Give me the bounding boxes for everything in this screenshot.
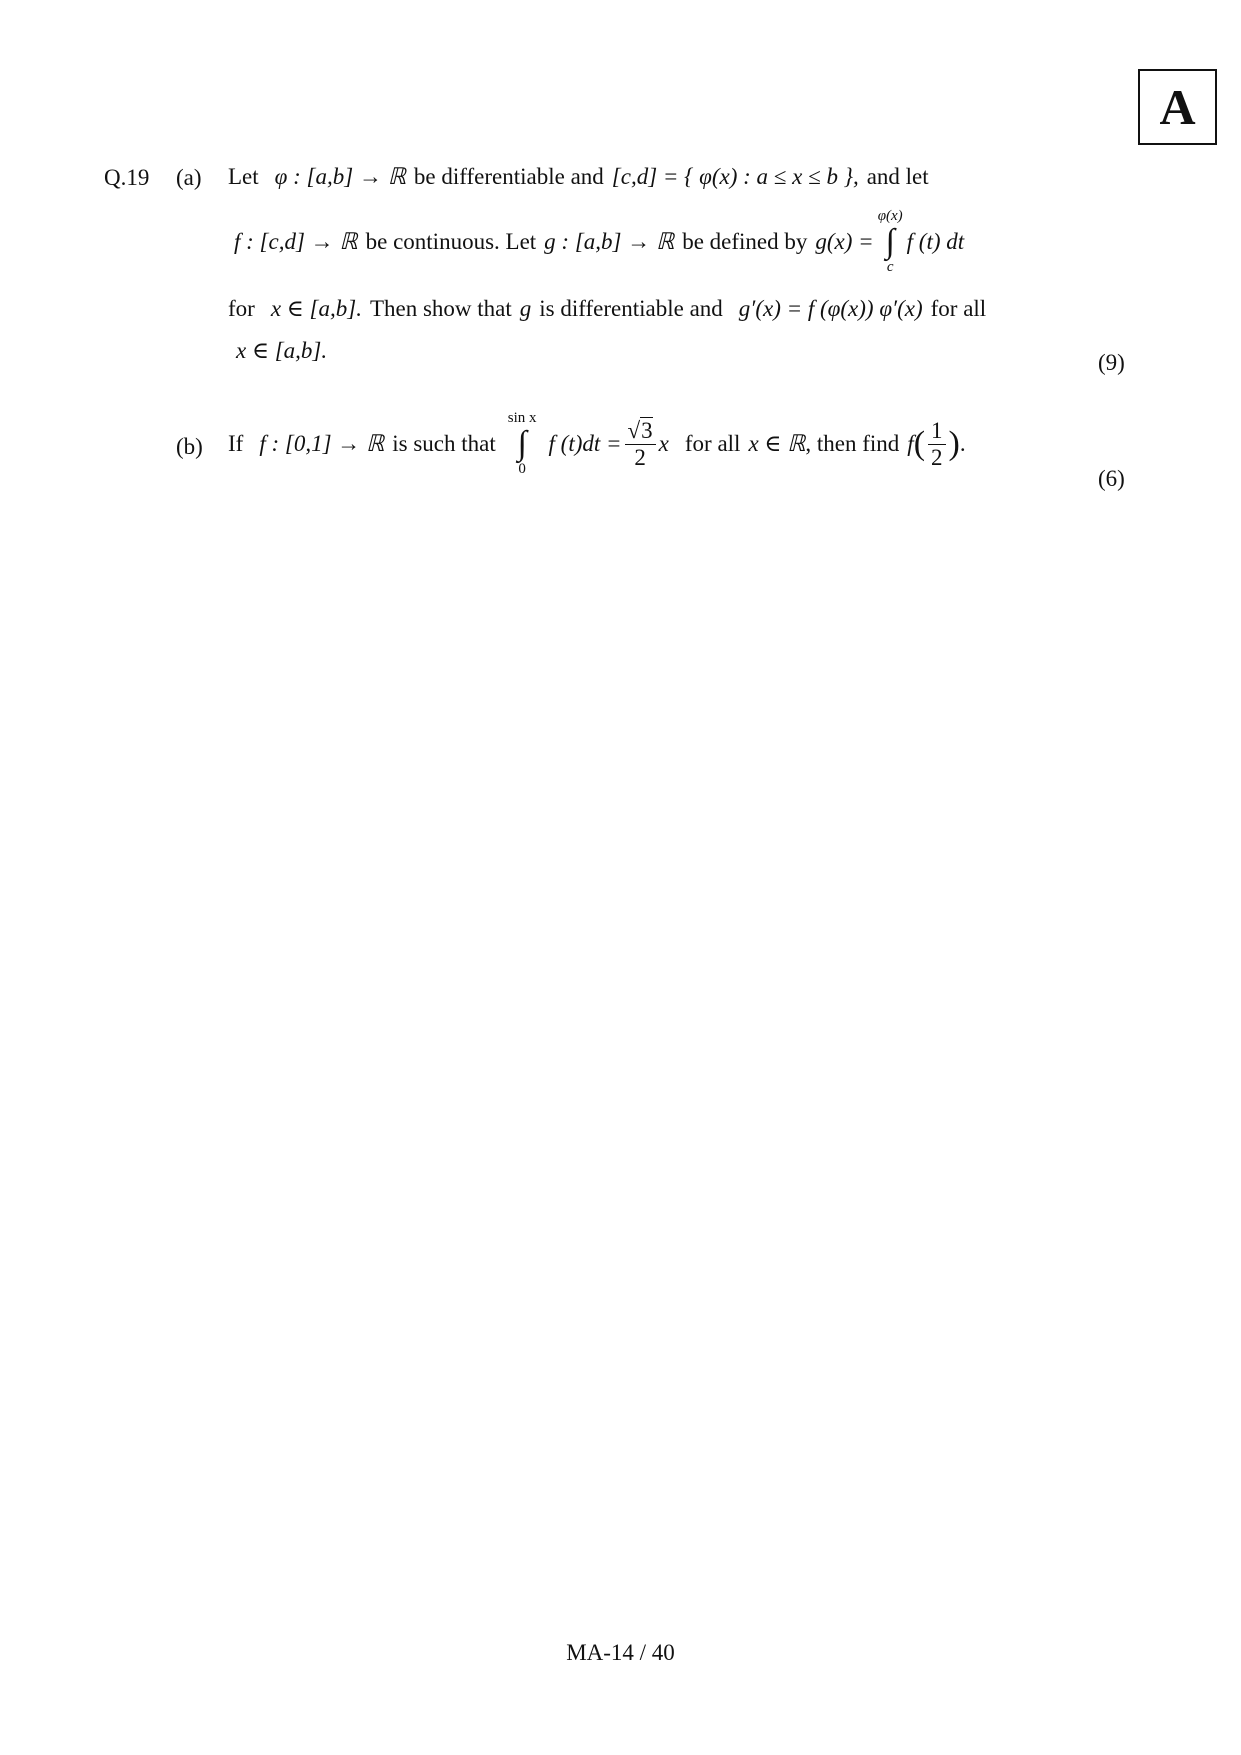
math-x-in: x ∈ [a,b].	[236, 338, 328, 363]
math-chain-rule: g′(x) = f (φ(x)) φ′(x)	[738, 296, 923, 321]
math-phi-map: φ : [a,b] → ℝ	[274, 164, 406, 189]
integral-sign: sin x ∫ 0	[507, 410, 537, 477]
text: Then show that	[369, 296, 512, 321]
booklet-code-box	[1138, 69, 1217, 145]
booklet-code: A	[1159, 79, 1196, 135]
math-x: x	[658, 431, 669, 456]
part-a-line-1	[228, 164, 929, 190]
text: be defined by	[682, 229, 808, 254]
text: for all	[684, 431, 741, 456]
fraction-one-half	[928, 418, 946, 471]
integral-upper-limit: sin x	[507, 410, 537, 426]
text: and let	[866, 164, 929, 189]
math-range-set: [c,d] = { φ(x) : a ≤ x ≤ b },	[611, 164, 859, 189]
math-x-in-reals: x ∈ ℝ	[748, 431, 806, 456]
part-a-label: (a)	[176, 165, 202, 190]
part-b-label: (b)	[176, 434, 203, 459]
math-f-map: f : [0,1] → ℝ	[259, 431, 385, 456]
text: be differentiable and	[413, 164, 604, 189]
math-g-def: g(x) =	[815, 229, 874, 254]
integral-sign: φ(x) ∫ c	[877, 208, 903, 275]
text: If	[228, 431, 244, 456]
part-b-marks: (6)	[1098, 466, 1125, 491]
integral-lower-limit: 0	[518, 461, 526, 477]
integrand: f (t)dt =	[548, 431, 622, 456]
sqrt-radicand: 3	[641, 417, 653, 443]
page-footer: MA-14 / 40	[566, 1640, 675, 1665]
fraction-sqrt3-over-2: $\frac{√3}{2}$	[625, 418, 656, 471]
text: be continuous. Let	[365, 229, 537, 254]
text: is differentiable and	[539, 296, 723, 321]
math-f-map: f : [c,d] → ℝ	[234, 229, 358, 254]
question-number: Q.19	[104, 165, 150, 190]
part-a-line-4	[236, 338, 327, 364]
fraction-denominator: 2	[931, 444, 943, 470]
integral-lower-limit: c	[886, 259, 894, 275]
part-a-line-2	[234, 208, 964, 276]
fraction-numerator: 1	[928, 418, 946, 445]
text: , then find	[805, 431, 900, 456]
integrand: f (t) dt	[906, 229, 965, 254]
integral-upper-limit: φ(x)	[877, 208, 903, 224]
part-b-line: If f : [0,1] → ℝ is such that sin x ∫ 0 f (t)dt = $\frac{√3}{2}$ x for all x ∈ ℝ , then find f ( $\frac{1}{2}$ ) .	[228, 410, 966, 477]
math-g: g	[519, 296, 532, 321]
math-x-in: x ∈ [a,b].	[270, 296, 362, 321]
math-g-map: g : [a,b] → ℝ	[544, 229, 675, 254]
text: is such that	[392, 431, 496, 456]
text: .	[959, 431, 966, 456]
math-f: f	[907, 431, 914, 456]
fraction-denominator: 2	[634, 444, 646, 470]
text: for	[228, 296, 255, 321]
part-a-marks: (9)	[1098, 350, 1125, 375]
text: for all	[930, 296, 987, 321]
part-a-line-3	[228, 296, 986, 322]
text: Let	[228, 164, 259, 189]
